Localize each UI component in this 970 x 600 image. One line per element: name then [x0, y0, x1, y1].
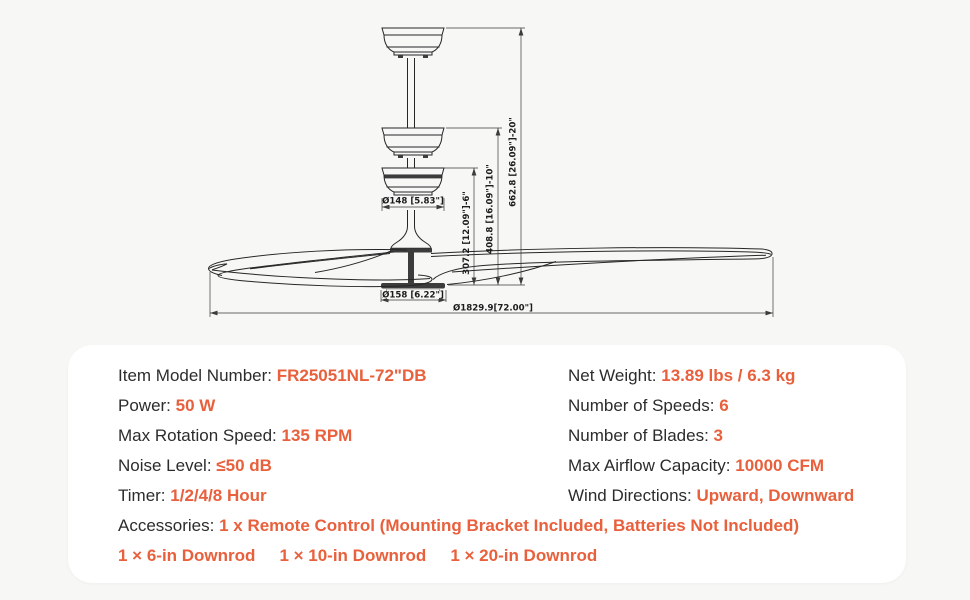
spec-value: Upward, Downward — [696, 486, 855, 505]
spec-label: Max Airflow Capacity: — [568, 456, 736, 475]
spec-list — [118, 361, 888, 571]
spec-label: Number of Speeds: — [568, 396, 720, 415]
spec-value: 50 W — [175, 396, 216, 415]
downrod-10in: 1 × 10-in Downrod — [279, 546, 427, 565]
spec-value: 1/2/4/8 Hour — [170, 486, 267, 505]
canopy-top — [382, 28, 444, 58]
spec-card — [68, 345, 906, 583]
canopy-6in-position — [382, 168, 444, 198]
overall-diameter-label: Ø1829.9[72.00"] — [453, 303, 533, 314]
downrod-20in: 1 × 20-in Downrod — [450, 546, 598, 565]
spec-row-speeds — [568, 391, 888, 421]
spec-value: ≤50 dB — [216, 456, 272, 475]
spec-label: Number of Blades: — [568, 426, 714, 445]
spec-label: Accessories: — [118, 516, 220, 535]
spec-row-rotation-speed — [118, 421, 568, 451]
height-20in-downrod-label: 662.8 [26.09"]-20" — [508, 117, 519, 207]
spec-label: Timer: — [118, 486, 171, 505]
spec-label: Max Rotation Speed: — [118, 426, 282, 445]
spec-value: 1 x Remote Control (Mounting Bracket Included, Batteries Not Included) — [219, 516, 800, 535]
spec-row-noise-level — [118, 451, 568, 481]
height-6in-downrod-label: 307.2 [12.09"]-6" — [462, 191, 472, 275]
spec-row-model — [118, 361, 568, 391]
downrod-6in: 1 × 6-in Downrod — [118, 546, 256, 565]
spec-row-accessories — [118, 511, 888, 541]
spec-value: FR25051NL-72"DB — [276, 366, 427, 385]
spec-row-wind-directions — [568, 481, 888, 511]
spec-label: Wind Directions: — [568, 486, 697, 505]
spec-label: Power: — [118, 396, 176, 415]
spec-row-blades — [568, 421, 888, 451]
spec-value: 135 RPM — [281, 426, 353, 445]
spec-row-power — [118, 391, 568, 421]
spec-label: Net Weight: — [568, 366, 662, 385]
canopy-10in-position — [382, 128, 444, 158]
spec-row-airflow — [568, 451, 888, 481]
spec-row-downrods — [118, 541, 888, 571]
canopy-diameter-label: Ø148 [5.83"] — [382, 196, 444, 207]
height-10in-downrod-label: 408.8 [16.09"]-10" — [485, 164, 496, 254]
spec-value: 3 — [713, 426, 723, 445]
spec-value: 6 — [719, 396, 729, 415]
spec-value: 13.89 lbs / 6.3 kg — [661, 366, 796, 385]
motor-diameter-label: Ø158 [6.22"] — [382, 290, 444, 301]
spec-row-net-weight — [568, 361, 888, 391]
spec-row-timer — [118, 481, 568, 511]
spec-label: Item Model Number: — [118, 366, 277, 385]
spec-label: Noise Level: — [118, 456, 217, 475]
motor-mount-bell — [381, 226, 445, 291]
spec-value: 10000 CFM — [735, 456, 825, 475]
